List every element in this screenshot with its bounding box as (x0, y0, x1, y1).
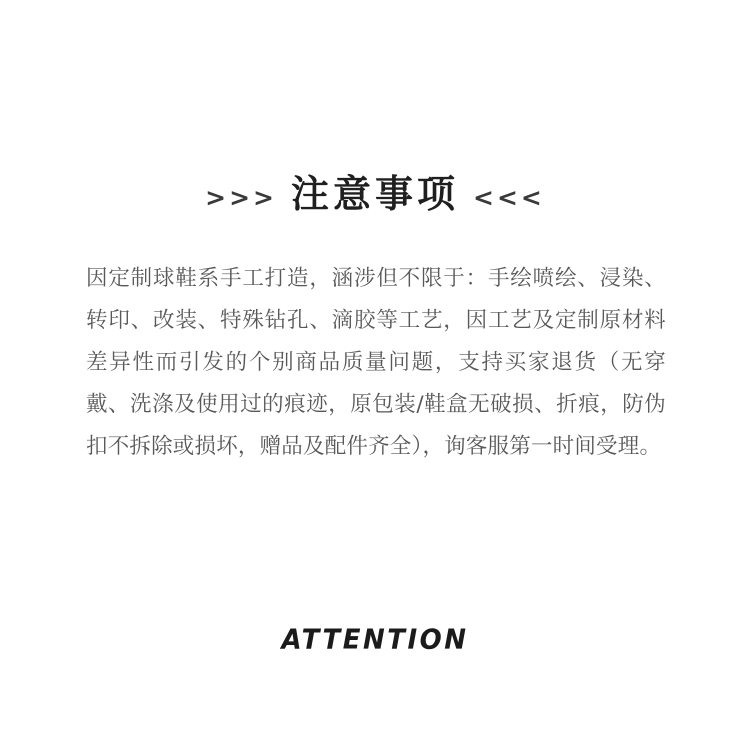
left-chevrons-icon: >>> (205, 182, 277, 212)
right-chevrons-icon: <<< (473, 182, 545, 212)
page-heading (0, 172, 750, 216)
notice-body (86, 258, 666, 468)
notice-paragraph: 因定制球鞋系手工打造，涵涉但不限于：手绘喷绘、浸染、转印、改装、特殊钻孔、滴胶等工艺，因工艺及定制原材料差异性而引发的个别商品质量问题，支持买家退货（无穿戴、洗涤及使用过的痕迹，原包装/鞋盒无破损、折痕，防伪扣不拆除或损坏，赠品及配件齐全），询客服第一时间受理。 (86, 266, 666, 459)
footer-wordmark: ATTENTION (281, 624, 469, 656)
page-title: 注意事项 (290, 172, 459, 216)
